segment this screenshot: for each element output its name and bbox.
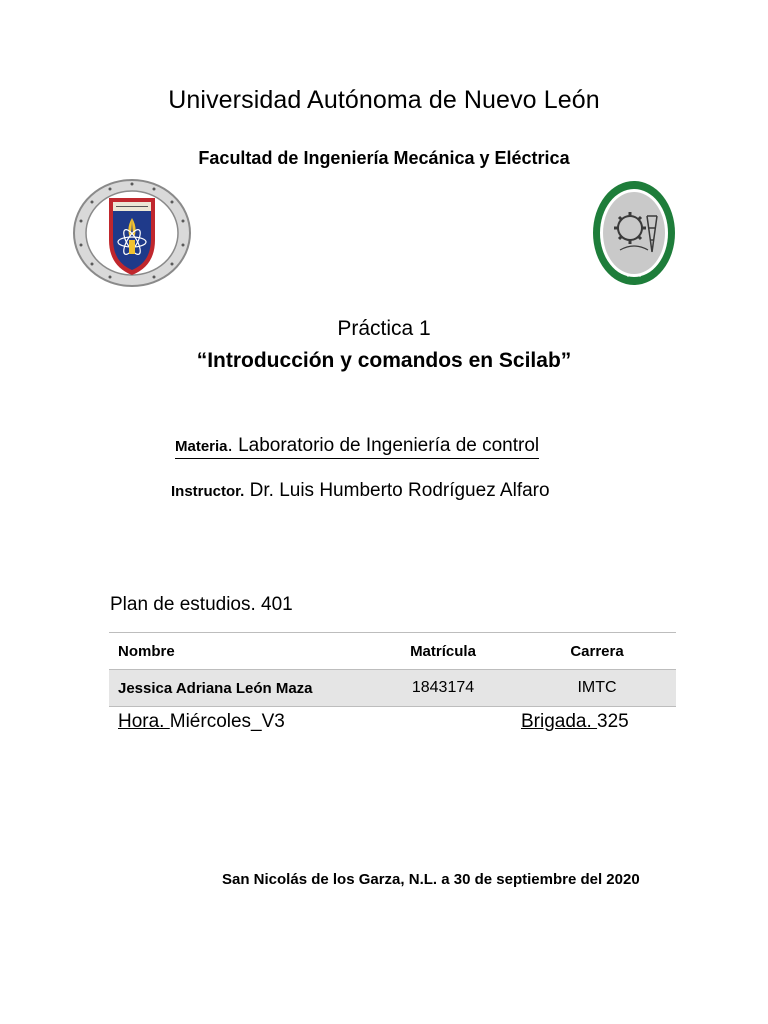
- instructor-line: [171, 480, 550, 502]
- brigade-label: Brigada.: [521, 711, 598, 732]
- subject-value: Laboratorio de Ingeniería de control: [232, 435, 540, 456]
- instructor-label: Instructor.: [171, 483, 245, 500]
- university-name: Universidad Autónoma de Nuevo León: [168, 86, 600, 114]
- practice-number: Práctica 1: [337, 317, 431, 340]
- subject-label: Materia: [175, 438, 228, 455]
- place-date: San Nicolás de los Garza, N.L. a 30 de septiembre del 2020: [222, 871, 640, 888]
- subject-separator: .: [227, 435, 233, 456]
- hour-line: [118, 711, 285, 733]
- fime-seal-icon: [592, 180, 676, 286]
- table-header-row: [109, 633, 676, 670]
- instructor-value: Dr. Luis Humberto Rodríguez Alfaro: [244, 480, 550, 501]
- uanl-seal-icon: [72, 178, 192, 288]
- brigade-line: [521, 711, 629, 733]
- table-header-id: Matrícula: [368, 633, 518, 670]
- table-header-career: Carrera: [518, 633, 676, 670]
- student-name: Jessica Adriana León Maza: [109, 670, 368, 707]
- hour-label: Hora.: [118, 711, 170, 732]
- subject-line: [175, 435, 539, 459]
- table-row: [109, 670, 676, 707]
- practice-title: “Introducción y comandos en Scilab”: [196, 349, 572, 372]
- hour-value: Miércoles_V3: [169, 711, 285, 732]
- student-career: IMTC: [518, 670, 676, 707]
- student-id: 1843174: [368, 670, 518, 707]
- brigade-value: 325: [597, 711, 629, 732]
- student-table: [109, 632, 676, 707]
- study-plan: Plan de estudios. 401: [110, 594, 293, 615]
- table-header-name: Nombre: [109, 633, 368, 670]
- faculty-name: Facultad de Ingeniería Mecánica y Eléctrica: [198, 148, 570, 168]
